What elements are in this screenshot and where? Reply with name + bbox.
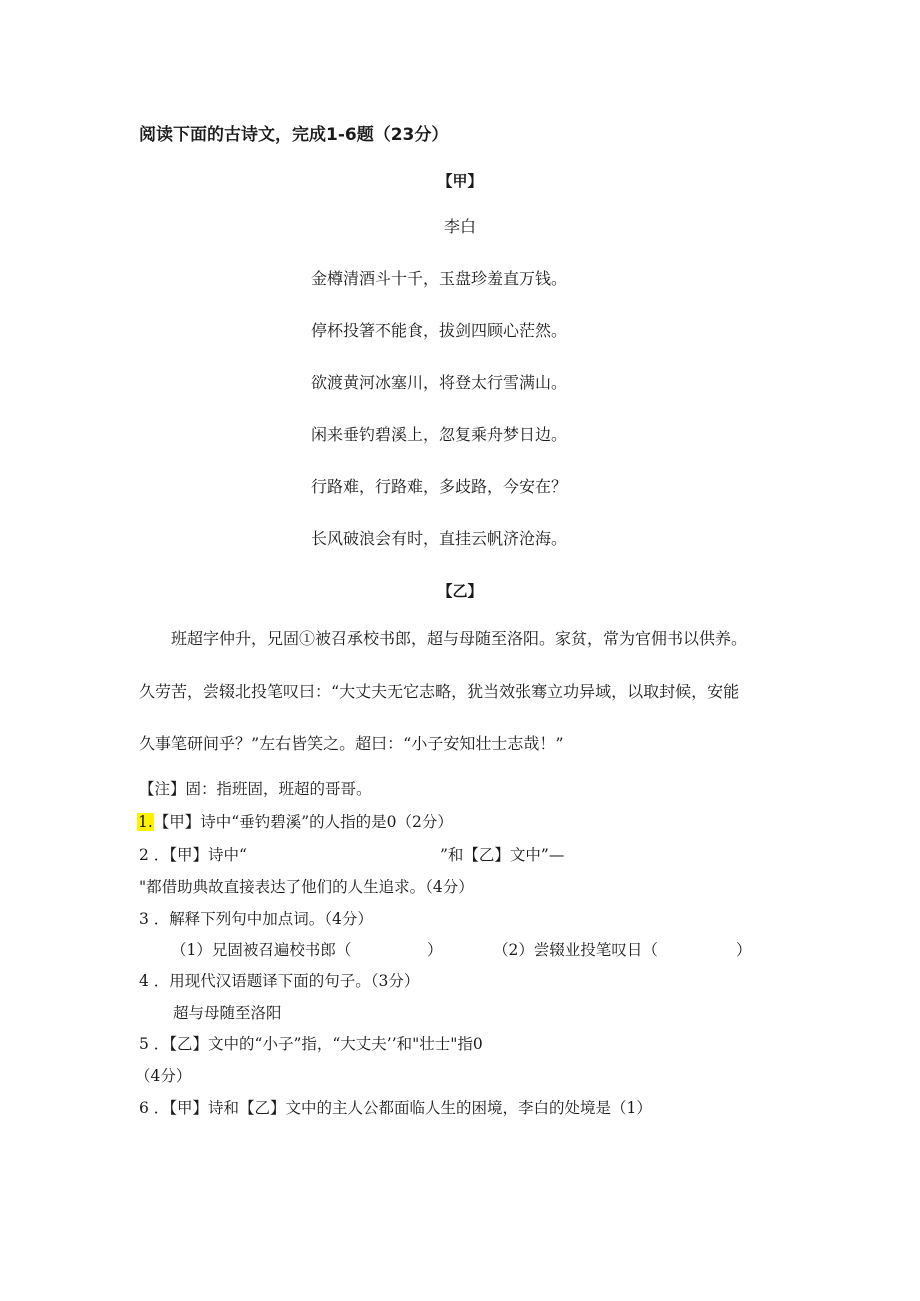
question-4: 4 ．用现代汉语题译下面的句子。（3分） xyxy=(139,972,420,990)
prose-tag-yi: 【乙】 xyxy=(437,582,483,600)
section-heading: 阅读下面的古诗文，完成1-6题（23分） xyxy=(139,125,449,145)
question-2-line-1 xyxy=(139,843,599,865)
question-6: 6 ．【甲】诗和【乙】文中的主人公都面临人生的困境，李白的处境是（1） xyxy=(139,1099,652,1117)
question-3-sub-1: （1）兄固被召遍校书郎（ xyxy=(171,941,352,959)
poem-line: 行路难，行路难，多歧路，今安在？ xyxy=(311,477,568,496)
question-3-sub-2-close: ） xyxy=(736,941,752,959)
question-3-sub-2: （2）尝辍业投笔叹日（ xyxy=(493,941,658,959)
question-3: 3 ．解释下列句中加点词。（4分） xyxy=(139,910,373,928)
question-3-sub-1-close: ） xyxy=(427,941,443,959)
poem-line: 长风破浪会有时，直挂云帆济沧海。 xyxy=(311,529,568,548)
question-2-line-2: "都借助典故直接表达了他们的人生追求。（4分） xyxy=(139,878,474,896)
prose-line: 班超字仲升，兄固①被召承校书郎，超与母随至洛阳。家贫，常为官佣书以供养。 xyxy=(171,629,748,648)
question-1-text: 【甲】诗中“垂钓碧溪”的人指的是0（2分） xyxy=(153,813,453,831)
question-2-text-a: 2 ．【甲】诗中“ xyxy=(139,846,247,864)
poem-line: 闲来垂钓碧溪上，忽复乘舟梦日边。 xyxy=(311,425,568,444)
poem-line: 停杯投箸不能食，拔剑四顾心茫然。 xyxy=(311,321,568,340)
question-5-points: （4分） xyxy=(135,1067,192,1085)
question-1-number: 1. xyxy=(138,813,153,831)
question-2-text-b: ”和【乙】文中”— xyxy=(440,846,565,864)
question-4-sentence: 超与母随至洛阳 xyxy=(173,1004,282,1022)
poem-line: 欲渡黄河冰塞川，将登太行雪满山。 xyxy=(311,373,568,392)
poem-line: 金樽清酒斗十千，玉盘珍羞直万钱。 xyxy=(311,269,568,288)
prose-line: 久劳苦，尝辍北投笔叹曰：“大丈夫无它志略，犹当效张骞立功异域，以取封候，安能 xyxy=(139,682,740,701)
poem-author: 李白 xyxy=(443,217,476,236)
question-1 xyxy=(137,810,453,832)
annotation-note: 【注】固：指班固，班超的哥哥。 xyxy=(139,780,372,798)
prose-line: 久事笔研间乎？”左右皆笑之。超曰：“小子安知壮士志哉！” xyxy=(139,734,564,753)
poem-tag-jia: 【甲】 xyxy=(437,172,483,190)
question-5: 5 ．【乙】文中的“小子”指，“大丈夫’’和"壮士"指0 xyxy=(139,1035,483,1053)
